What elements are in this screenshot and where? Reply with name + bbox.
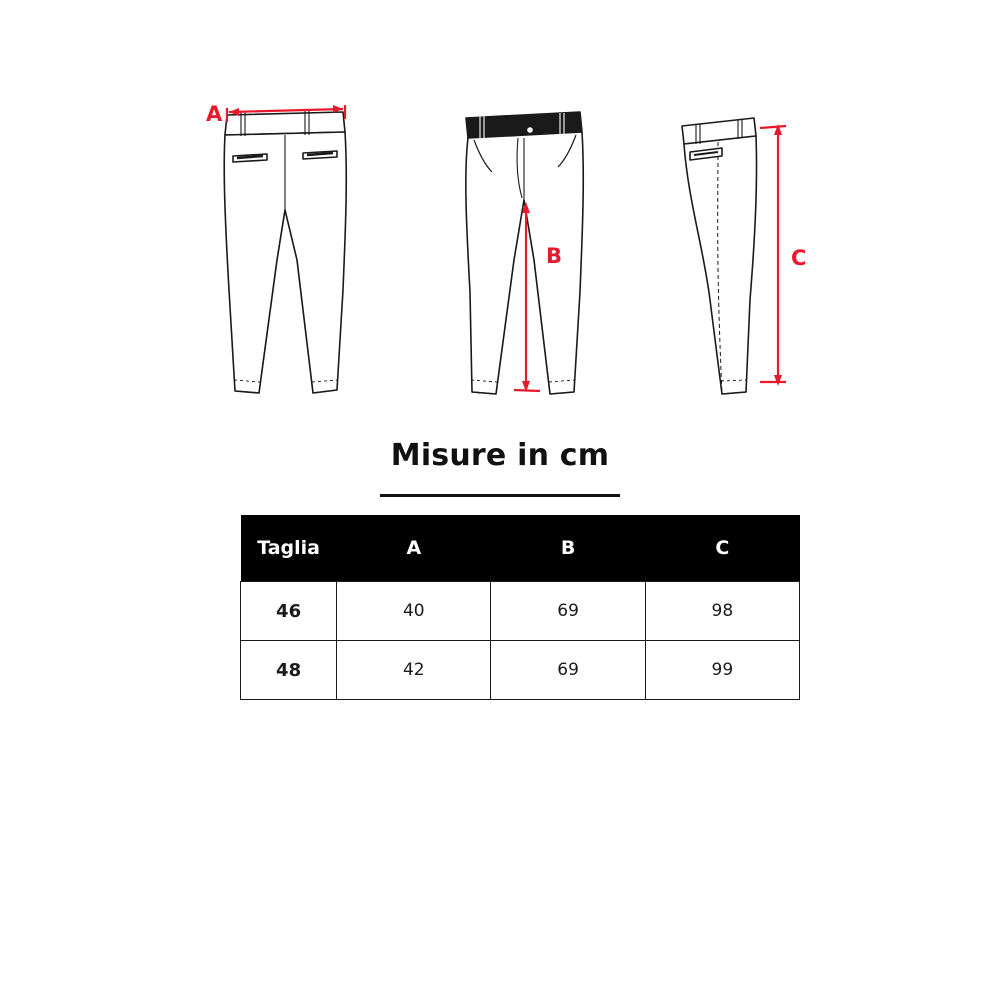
table-row (241, 582, 800, 641)
trousers-side-illustration (660, 60, 860, 420)
size-table-head (241, 515, 800, 582)
measure-arrow-b (430, 60, 630, 420)
measure-label-b: B (546, 244, 563, 268)
size-table (240, 515, 800, 700)
size-table-body (241, 582, 800, 700)
cell-size: 46 (241, 582, 337, 641)
table-row (241, 641, 800, 700)
cell-b: 69 (491, 582, 645, 641)
cell-c: 98 (645, 582, 799, 641)
title-divider (380, 494, 620, 497)
illustrations-row (0, 60, 1000, 420)
cell-a: 42 (337, 641, 491, 700)
header-a: A (337, 515, 491, 582)
cell-c: 99 (645, 641, 799, 700)
cell-a: 40 (337, 582, 491, 641)
cell-b: 69 (491, 641, 645, 700)
size-table-wrapper (240, 515, 800, 700)
measure-label-a: A (206, 102, 223, 126)
cell-size: 48 (241, 641, 337, 700)
trousers-front-illustration (430, 60, 630, 420)
measure-label-c: C (791, 246, 807, 270)
measure-arrow-c (660, 60, 860, 420)
header-taglia: Taglia (241, 515, 337, 582)
header-c: C (645, 515, 799, 582)
header-b: B (491, 515, 645, 582)
page-title: Misure in cm (390, 438, 610, 473)
table-header-row (241, 515, 800, 582)
